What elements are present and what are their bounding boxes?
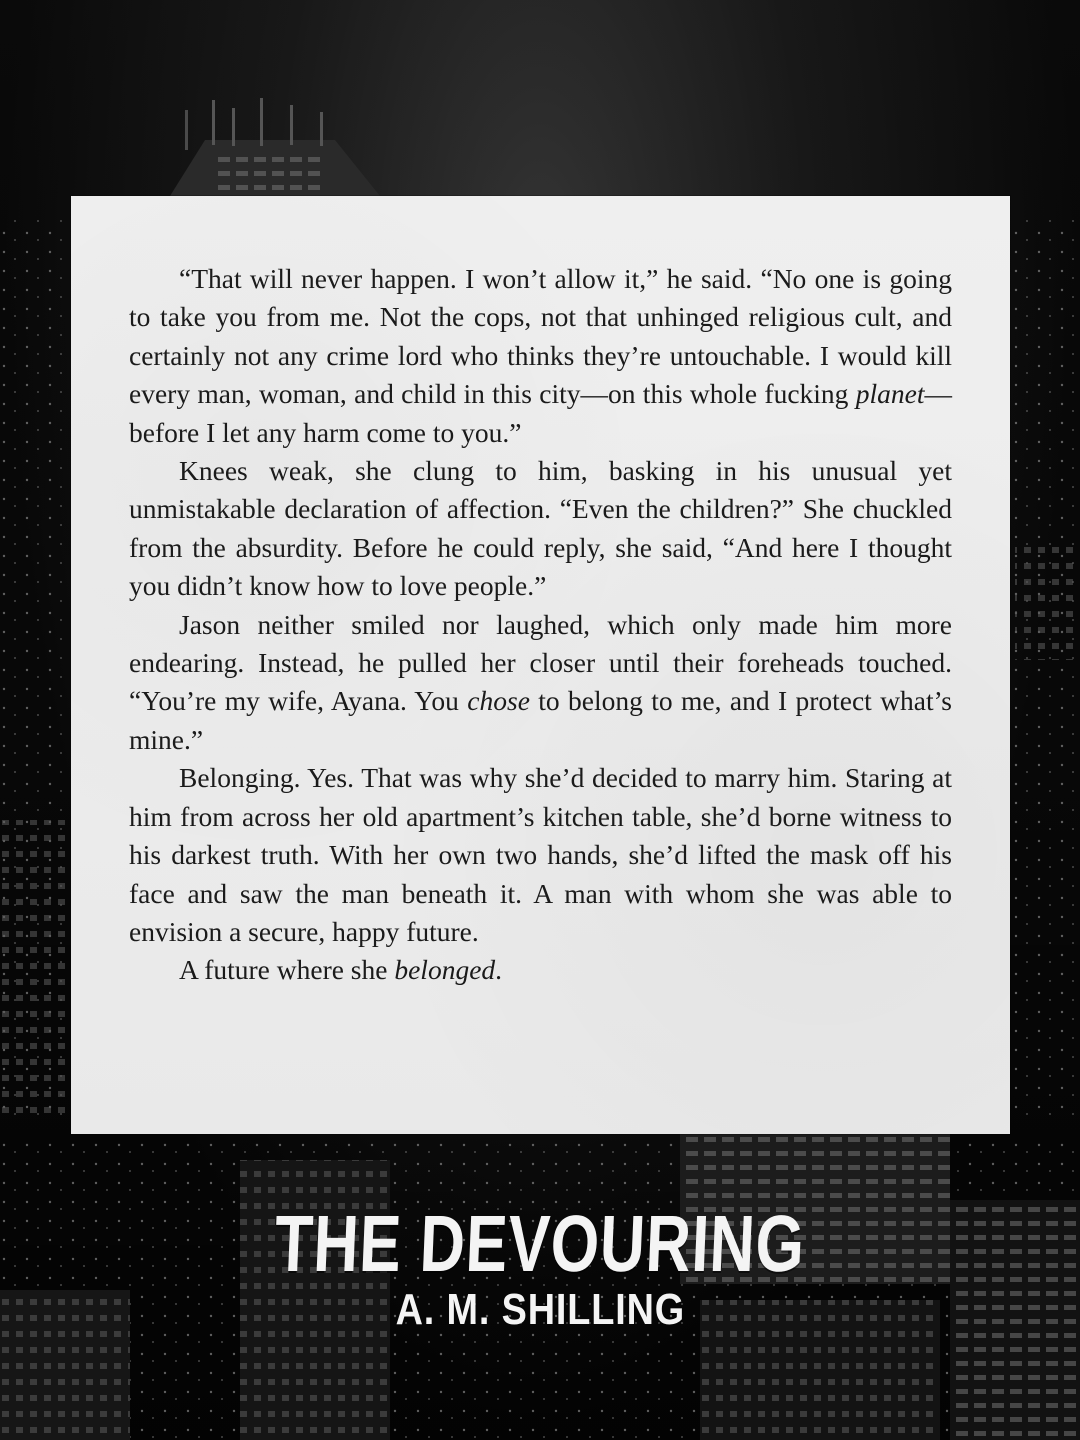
book-excerpt: [129, 260, 952, 990]
excerpt-text: to belong to me, and I protect what’s mine.”: [129, 685, 952, 755]
excerpt-italic-text: planet: [855, 378, 925, 410]
excerpt-italic-text: belonged: [394, 954, 496, 986]
excerpt-paragraph: [129, 452, 952, 606]
excerpt-text: “That will never happen. I won’t allow it,” he said. “No one is going to take you from me. Not the cops, not that unhinged religious cult, and certainly not any crime lord who thinks they’re untouchable. I would kill every man, woman, and child in this city—on this whole fucking: [129, 263, 952, 410]
book-title-block: [0, 1196, 1080, 1332]
book-author-row: [0, 1285, 1080, 1334]
excerpt-text: Jason neither smiled nor laughed, which only made him more endearing. Instead, he pulled her closer until their foreheads touched. “You’re my wife, Ayana. You: [129, 608, 952, 717]
excerpt-text: Knees weak, she clung to him, basking in his unusual yet unmistakable declaration of affection. “Even the children?” She chuckled from the absurdity. Before he could reply, she said, “And here I thought you didn’t know how to love people.”: [129, 455, 952, 602]
excerpt-text: A future where she: [179, 954, 395, 986]
excerpt-paragraph: [129, 606, 952, 760]
excerpt-paper-card: [71, 196, 1010, 1134]
book-author: A. M. SHILLING: [395, 1285, 685, 1334]
excerpt-paragraph: [129, 759, 952, 951]
book-title: THE DEVOURING: [273, 1199, 807, 1288]
excerpt-paragraph: [129, 260, 952, 452]
excerpt-text: Belonging. Yes. That was why she’d decided to marry him. Staring at him from across her old apartment’s kitchen table, she’d borne witness to his darkest truth. With her own two hands, she’d lifted the mask off his face and saw the man beneath it. A man with whom she was able to envision a secure, happy future.: [129, 762, 952, 947]
excerpt-italic-text: chose: [467, 685, 530, 717]
book-title-row: [0, 1196, 1080, 1292]
excerpt-paragraph: [129, 951, 952, 989]
excerpt-text: .: [495, 954, 503, 986]
excerpt-text: —before I let any harm come to you.”: [129, 378, 952, 448]
